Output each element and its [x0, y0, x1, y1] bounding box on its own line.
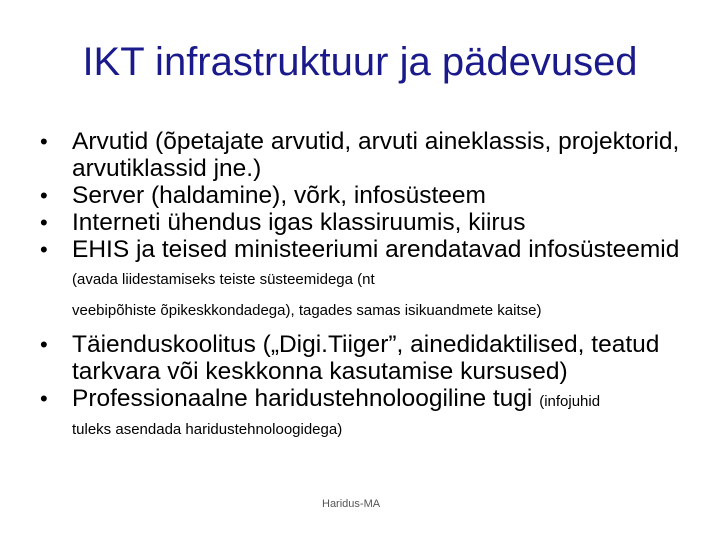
footer-text: Haridus-MA: [322, 498, 381, 510]
bullet-item: [40, 128, 700, 182]
bullet-item: [40, 331, 700, 385]
bullet-item: [40, 182, 700, 209]
bullet-note: (infojuhid: [539, 393, 601, 410]
bullet-text: Professionaalne haridustehnoloogiline tugi: [72, 385, 533, 412]
bullet-text: Server (haldamine), võrk, infosüsteem: [72, 182, 486, 209]
bullet-icon: •: [40, 332, 48, 357]
bullet-icon: •: [40, 210, 48, 235]
bullet-list: [40, 128, 700, 445]
bullet-note-continued: veebipõhiste õpikeskkondadega), tagades samas isikuandmete kaitse): [72, 302, 542, 319]
bullet-icon: •: [40, 129, 48, 154]
bullet-item: [40, 236, 700, 329]
bullet-note: (avada liidestamiseks teiste süsteemidega (nt: [72, 271, 375, 288]
bullet-text: Täienduskoolitus („Digi.Tiiger”, ainedidaktilised, teatud tarkvara või keskkonna kasutamise kursused): [72, 331, 660, 385]
bullet-icon: •: [40, 386, 48, 411]
bullet-text: Arvutid (õpetajate arvutid, arvuti aineklassis, projektorid, arvutiklassid jne.): [72, 128, 680, 182]
bullet-note-continued: tuleks asendada haridustehnoloogidega): [72, 421, 343, 438]
bullet-icon: •: [40, 237, 48, 262]
slide-title: IKT infrastruktuur ja pädevused: [82, 40, 638, 84]
bullet-icon: •: [40, 183, 48, 208]
bullet-item: [40, 385, 700, 445]
bullet-text: Interneti ühendus igas klassiruumis, kiirus: [72, 209, 526, 236]
bullet-text: EHIS ja teised ministeeriumi arendatavad infosüsteemid: [72, 236, 680, 263]
bullet-item: [40, 209, 700, 236]
